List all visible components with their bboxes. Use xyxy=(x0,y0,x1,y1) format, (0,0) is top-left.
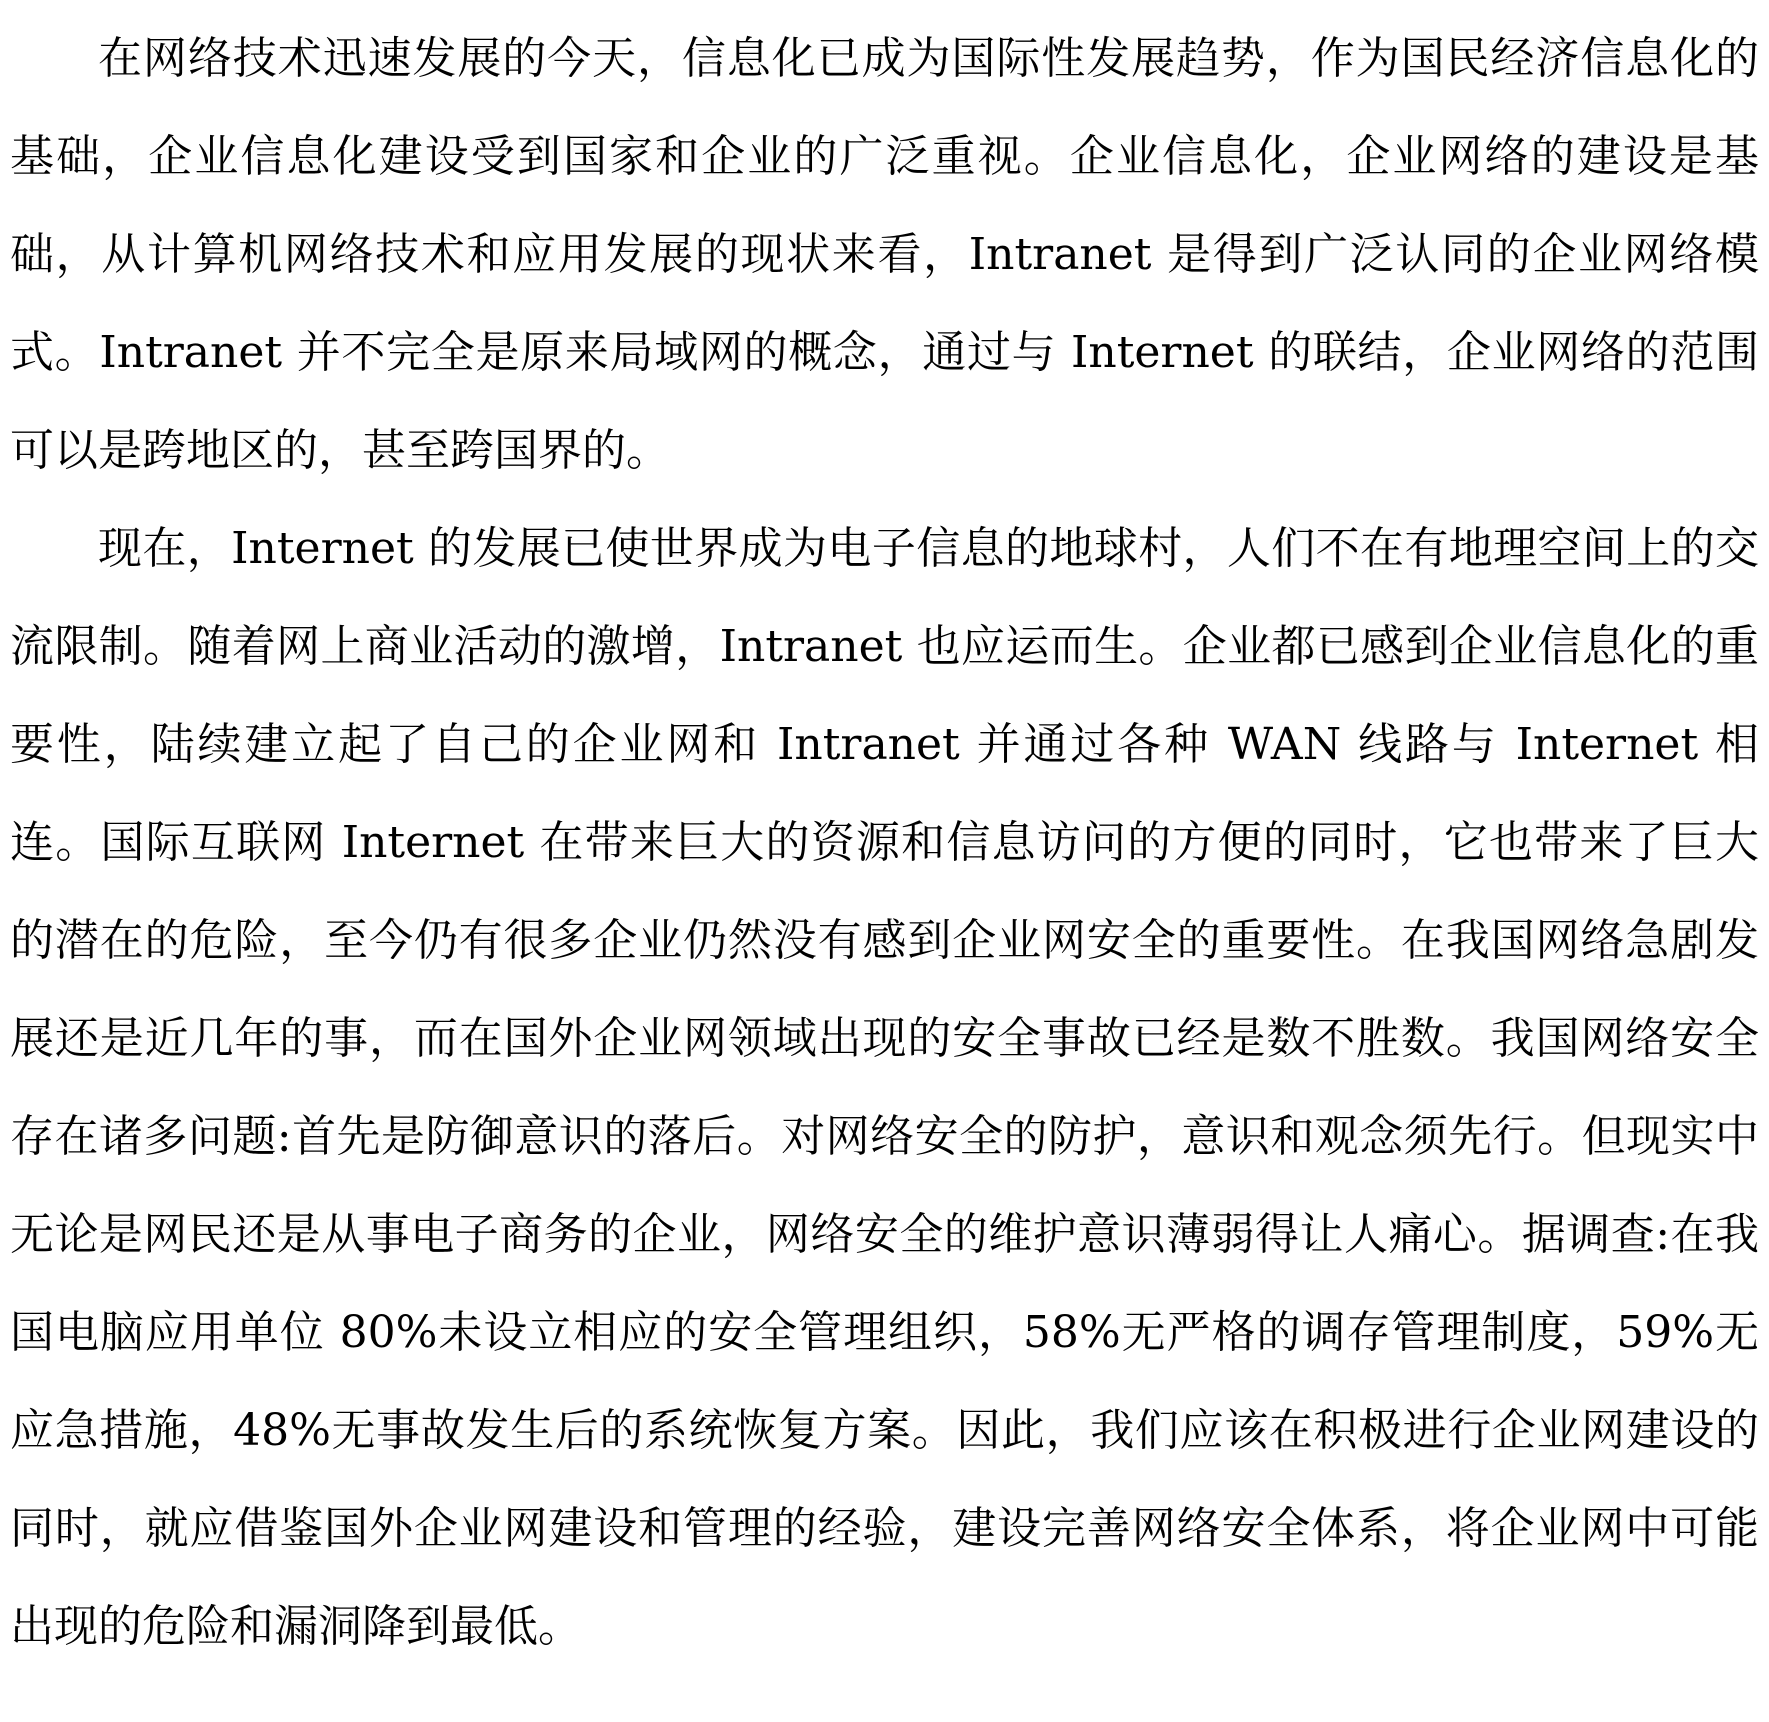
paragraph-1: 在网络技术迅速发展的今天，信息化已成为国际性发展趋势，作为国民经济信息化的基础，企业信息化建设受到国家和企业的广泛重视。企业信息化，企业网络的建设是基础，从计算机网络技术和应用发展的现状来看，Intranet 是得到广泛认同的企业网络模式。Intranet 并不完全是原来局域网的概念，通过与 Internet 的联结，企业网络的范围可以是跨地区的，甚至跨国界的。 xyxy=(10,33,1759,476)
paragraph-2: 现在，Internet 的发展已使世界成为电子信息的地球村，人们不在有地理空间上的交流限制。随着网上商业活动的激增，Intranet 也应运而生。企业都已感到企业信息化的重要性，陆续建立起了自己的企业网和 Intranet 并通过各种 WAN 线路与 Internet 相连。国际互联网 Internet 在带来巨大的资源和信息访问的方便的同时，它也带来了巨大的潜在的危险，至今仍有很多企业仍然没有感到企业网安全的重要性。在我国网络急剧发展还是近几年的事，而在国外企业网领域出现的安全事故已经是数不胜数。我国网络安全存在诸多问题:首先是防御意识的落后。对网络安全的防护，意识和观念须先行。但现实中无论是网民还是从事电子商务的企业，网络安全的维护意识薄弱得让人痛心。据调查:在我国电脑应用单位 80%未设立相应的安全管理组织，58%无严格的调存管理制度，59%无应急措施，48%无事故发生后的系统恢复方案。因此，我们应该在积极进行企业网建设的同时，就应借鉴国外企业网建设和管理的经验，建设完善网络安全体系，将企业网中可能出现的危险和漏洞降到最低。 xyxy=(10,523,1759,1652)
